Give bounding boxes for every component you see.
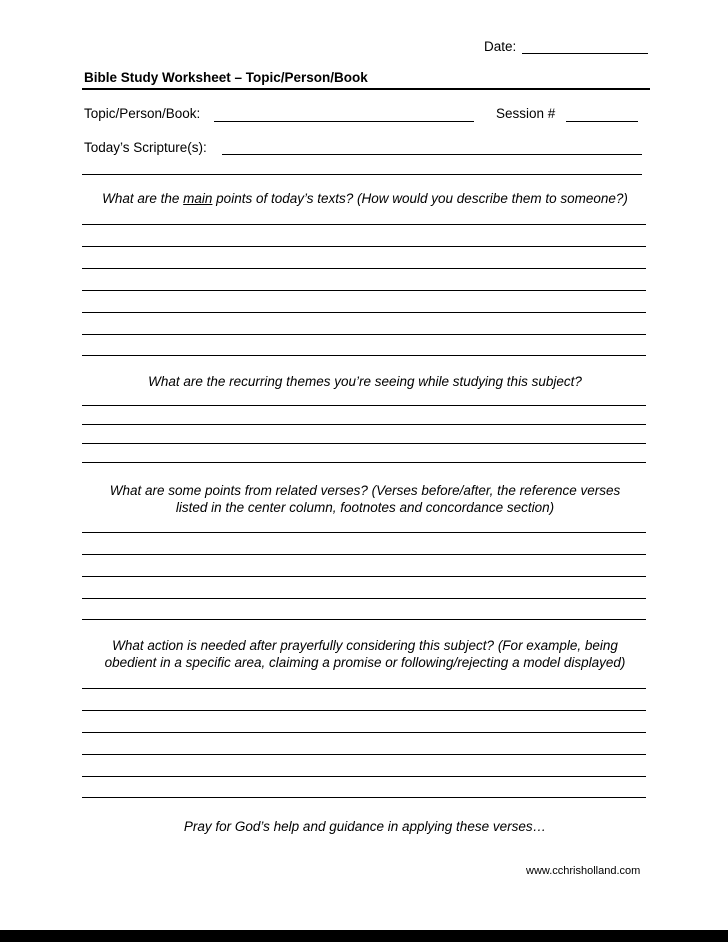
answer-line[interactable]: [82, 462, 646, 463]
answer-line[interactable]: [82, 355, 646, 356]
scripture-field-line[interactable]: [222, 154, 642, 155]
scan-bottom-border: [0, 930, 728, 942]
answer-line[interactable]: [82, 405, 646, 406]
answer-line[interactable]: [82, 797, 646, 798]
date-label: Date:: [484, 39, 517, 54]
answer-line[interactable]: [82, 776, 646, 777]
website-url: www.cchrisholland.com: [526, 865, 641, 877]
answer-line[interactable]: [82, 732, 646, 733]
date-field-line[interactable]: [522, 53, 648, 54]
title-underline: [82, 88, 650, 90]
answer-line[interactable]: [82, 246, 646, 247]
answer-line[interactable]: [82, 688, 646, 689]
answer-line[interactable]: [82, 619, 646, 620]
answer-line[interactable]: [82, 554, 646, 555]
answer-line[interactable]: [82, 268, 646, 269]
question-related-verses: [70, 482, 660, 516]
question-line: What are some points from related verses? (Verses before/after, the reference verses: [109, 483, 621, 498]
question-line: What action is needed after prayerfully considering this subject? (For example, being: [112, 638, 618, 653]
answer-line[interactable]: [82, 576, 646, 577]
worksheet-title: Bible Study Worksheet – Topic/Person/Book: [84, 70, 368, 85]
answer-line[interactable]: [82, 598, 646, 599]
scripture-label: Today’s Scripture(s):: [84, 140, 207, 155]
question-text: What are the: [102, 191, 184, 206]
answer-line[interactable]: [82, 312, 646, 313]
answer-line[interactable]: [82, 710, 646, 711]
answer-line[interactable]: [82, 224, 646, 225]
topic-field-line[interactable]: [214, 121, 474, 122]
session-label: Session #: [496, 106, 556, 121]
question-text: points of today’s texts? (How would you describe them to someone?): [212, 191, 628, 206]
question-line: listed in the center column, footnotes and concordance section): [175, 500, 555, 515]
answer-line[interactable]: [82, 424, 646, 425]
question-emphasis: main: [183, 191, 213, 206]
answer-line[interactable]: [82, 754, 646, 755]
session-field-line[interactable]: [566, 121, 638, 122]
answer-line[interactable]: [82, 290, 646, 291]
closing-prayer-text: Pray for God’s help and guidance in applying these verses…: [183, 819, 547, 834]
answer-line[interactable]: [82, 334, 646, 335]
scripture-field-line-2[interactable]: [82, 174, 642, 175]
question-line: obedient in a specific area, claiming a promise or following/rejecting a model displayed): [104, 655, 626, 670]
topic-label: Topic/Person/Book:: [84, 106, 201, 121]
question-recurring-themes: What are the recurring themes you’re seeing while studying this subject?: [148, 374, 582, 389]
answer-line[interactable]: [82, 443, 646, 444]
question-main-points: [70, 190, 660, 207]
question-action-needed: [70, 637, 660, 671]
answer-line[interactable]: [82, 532, 646, 533]
